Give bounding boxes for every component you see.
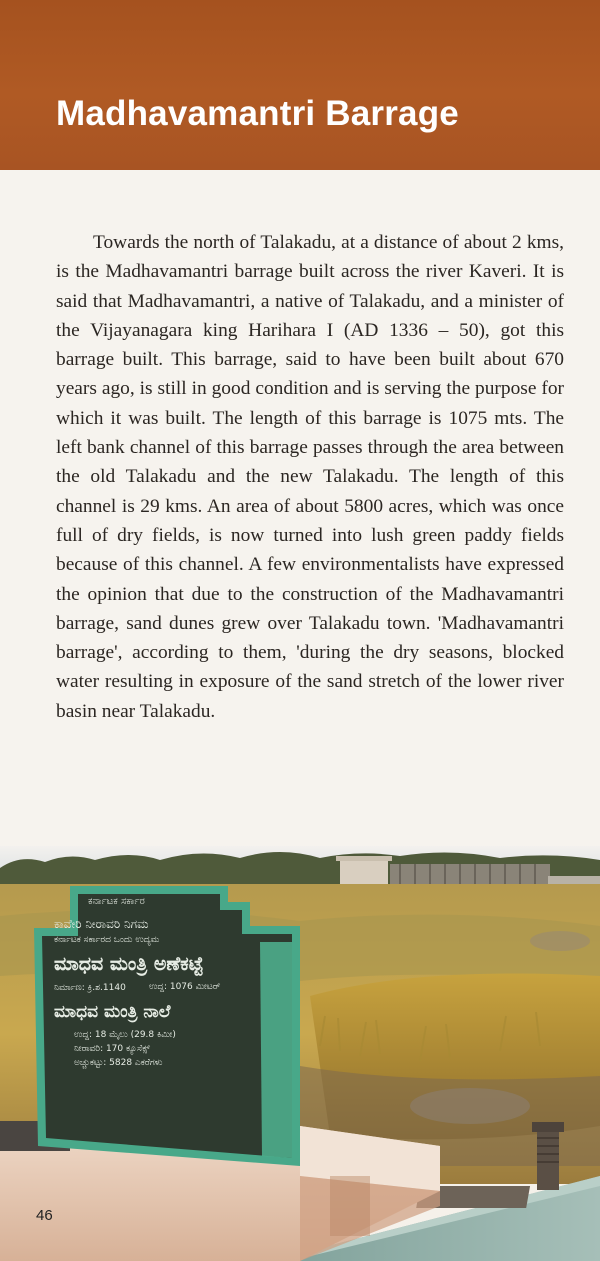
- barrage-photo: [0, 846, 600, 1261]
- article-paragraph: Towards the north of Talakadu, at a distance of about 2 kms, is the Madhavamantri barrage built across the river Kaveri. It is said that Madhavamantri, a native of Talakadu, and a minister of the Vijayanagara king Harihara I (AD 1336 – 50), got this barrage built. This barrage, said to have been built about 670 years ago, is still in good condition and is serving the purpose for which it was built. The length of this barrage is 1075 mts. The left bank channel of this barrage passes through the area between the old Talakadu and the new Talakadu. The length of this channel is 29 kms. An area of about 5800 acres, which was once full of dry fields, is now turned into lush green paddy fields because of this channel. A few environmentalists have expressed the opinion that due to the construction of the Madhavamantri barrage, sand dunes grew over Talakadu town. 'Madhavamantri barrage', according to them, 'during the dry seasons, blocked water resulting in exposure of the sand stretch of the lower river basin near Talakadu.: [56, 232, 564, 722]
- sign-line: ಅಚ್ಚುಕಟ್ಟು: 5828 ಎಕರೆಗಳು: [74, 1058, 163, 1068]
- sign-line: ನಿರ್ಮಾಣ: ಕ್ರಿ.ಶ.1140: [54, 983, 126, 993]
- sign-line: ಕಾವೇರಿ ನೀರಾವರಿ ನಿಗಮ: [54, 917, 149, 931]
- sign-board: [54, 896, 259, 1068]
- sign-line: ನೀರಾವರಿ: 170 ಕ್ಯೂಸೆಕ್ಸ್: [74, 1044, 150, 1054]
- sign-line: ಕರ್ನಾಟಕ ಸರ್ಕಾರದ ಒಂದು ಉದ್ಯಮ: [54, 935, 160, 945]
- sign-line: ಮಾಧವ ಮಂತ್ರಿ ಅಣೆಕಟ್ಟೆ: [54, 953, 204, 975]
- page-title: Madhavamantri Barrage: [56, 94, 459, 133]
- sign-line: ಉದ್ದ: 1076 ಮೀಟರ್: [149, 982, 221, 992]
- title-banner: [0, 0, 600, 170]
- sign-line: ಉದ್ದ: 18 ಮೈಲು (29.8 ಕಿಮೀ): [74, 1030, 176, 1040]
- page-number: 46: [36, 1207, 53, 1224]
- sign-line: ಕರ್ನಾಟಕ ಸರ್ಕಾರ: [88, 896, 145, 907]
- sign-line: ಮಾಧವ ಮಂತ್ರಿ ನಾಲೆ: [54, 1002, 171, 1022]
